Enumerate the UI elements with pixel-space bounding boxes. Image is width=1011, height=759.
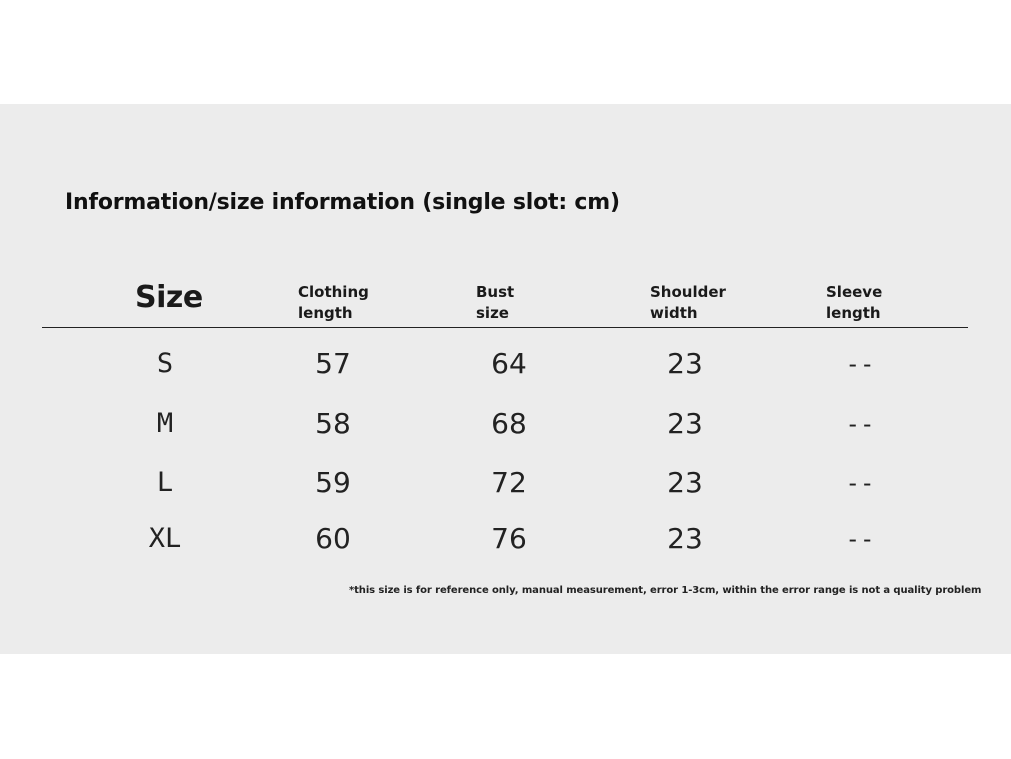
cell-sleeve-length: -- [845,525,875,553]
table-row [0,463,1011,503]
cell-clothing-length: 57 [315,347,351,380]
header-shoulder-width: Shoulder width [650,283,726,322]
table-row [0,344,1011,384]
cell-shoulder-width: 23 [667,522,703,555]
header-bust-size: Bust size [476,283,515,322]
table-row [0,519,1011,559]
cell-bust-size: 64 [491,347,527,380]
cell-size: M [156,408,174,439]
cell-bust-size: 76 [491,522,527,555]
cell-shoulder-width: 23 [667,407,703,440]
cell-bust-size: 72 [491,466,527,499]
cell-sleeve-length: -- [845,410,875,438]
header-size: Size [135,280,203,315]
cell-shoulder-width: 23 [667,466,703,499]
cell-clothing-length: 59 [315,466,351,499]
cell-clothing-length: 58 [315,407,351,440]
cell-size: S [156,348,174,379]
chart-title: Information/size information (single slot: cm) [65,190,620,215]
footnote: *this size is for reference only, manual measurement, error 1-3cm, within the error range is not a quality problem [349,585,982,596]
cell-clothing-length: 60 [315,522,351,555]
cell-sleeve-length: -- [845,469,875,497]
cell-size: XL [148,523,182,554]
header-divider [42,327,968,328]
cell-size: L [156,467,174,498]
cell-sleeve-length: -- [845,350,875,378]
header-clothing-length: Clothing length [298,283,369,322]
header-sleeve-length: Sleeve length [826,283,883,322]
cell-shoulder-width: 23 [667,347,703,380]
cell-bust-size: 68 [491,407,527,440]
table-row [0,404,1011,444]
